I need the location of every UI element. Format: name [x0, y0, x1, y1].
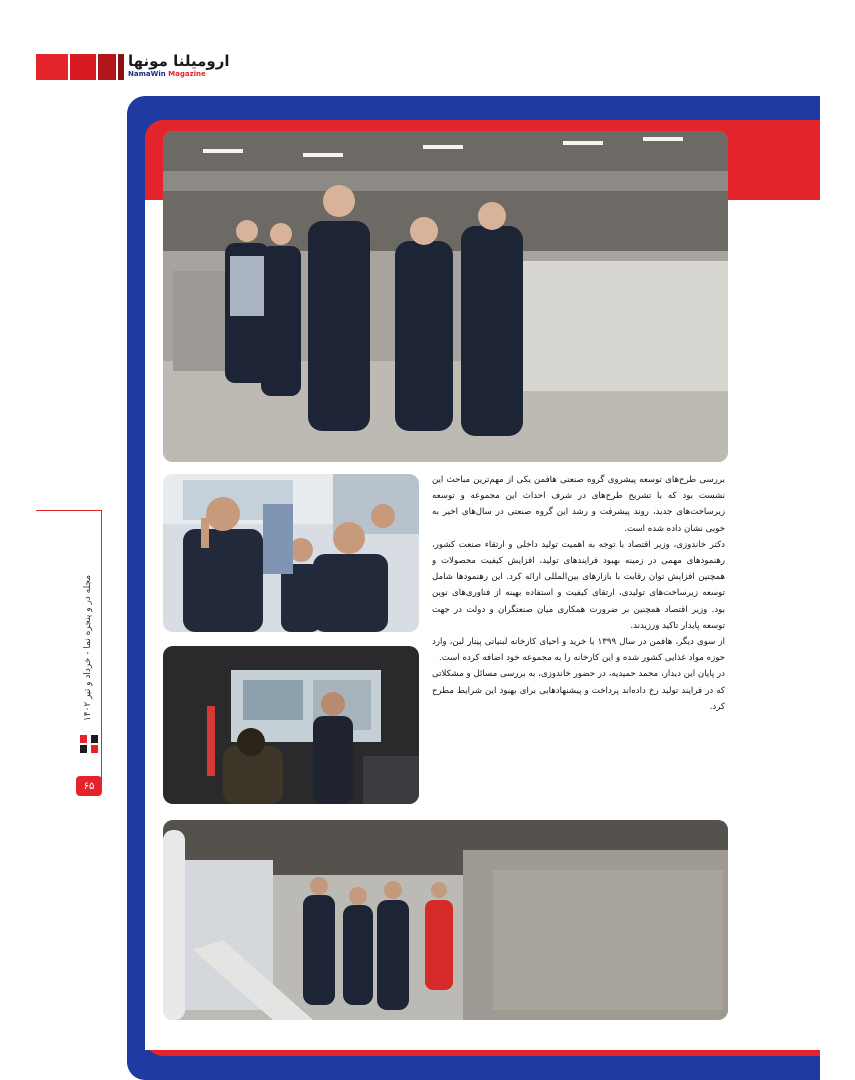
logo-stripe-3 [98, 54, 116, 80]
article-body [432, 472, 725, 812]
side-rule-horizontal [36, 510, 102, 511]
article-paragraph-4: در پایان این دیدار، محمد حمیدیه، در حضور خاندوزی، به بررسی مسائل و مشکلاتی که در فرایند تولید رخ داده‌اند پرداخت و پیشنهادهایی برای بهبود این شرایط مطرح کرد. [432, 669, 725, 712]
magazine-logo-subtitle [128, 70, 206, 78]
factory-visit-photo [163, 131, 728, 462]
exhibition-photo [163, 474, 419, 632]
window-brand-icon [78, 733, 100, 755]
magazine-logo: ارومیلنا مونها [128, 52, 230, 70]
article-paragraph-3: از سوی دیگر، هافمن در سال ۱۳۹۹ با خرید و احیای کارخانه لبنیاتی پینار لبن، وارد حوزه مواد غذایی کشور شده و این کارخانه را به مجموعه خود اضافه کرده است. [432, 637, 725, 664]
page-number: ۶۵ [76, 776, 102, 796]
logo-word: Magazine [168, 70, 206, 78]
logo-stripe-2 [70, 54, 96, 80]
logo-brand: NamaWin [128, 70, 166, 78]
logo-stripe-1 [36, 54, 68, 80]
logo-stripe-4 [118, 54, 124, 80]
article-paragraph-2: دکتر خاندوزی، وزیر اقتصاد با توجه به اهمیت تولید داخلی و ارتقاء صنعت کشور، رهنمودهای مهمی در زمینه بهبود فرایندهای تولید، افزایش کیفیت محصولات و همچنین افزایش توان رقابت با بازارهای بین‌المللی ارائه کرد. این رهنمودها شامل توسعه زیرساخت‌های تولیدی، ارتقای کیفیت و استفاده بهینه از فناوری‌های نوین بود. وزیر اقتصاد همچنین بر ضرورت همکاری میان صنعتگران و دولت در جهت توسعه پایدار تاکید ورزیدند. [432, 539, 725, 631]
presentation-photo [163, 646, 419, 804]
production-line-photo [163, 820, 728, 1020]
issue-caption: مجله در و پنجره نما - خرداد و تیر ۱۴۰۲ [83, 574, 93, 722]
side-rule-vertical [101, 510, 102, 780]
article-paragraph-1: بررسی طرح‌های توسعه پیشروی گروه صنعتی هافمن یکی از مهم‌ترین مباحث این نشست بود که با تشریح طرح‌های در شرف احداث این مجموعه و توسعه زیرساخت‌های جدید، روند پیشرفت و رشد این گروه صنعتی در سال‌های اخیر به خوبی نشان داده شده است. [432, 475, 725, 534]
